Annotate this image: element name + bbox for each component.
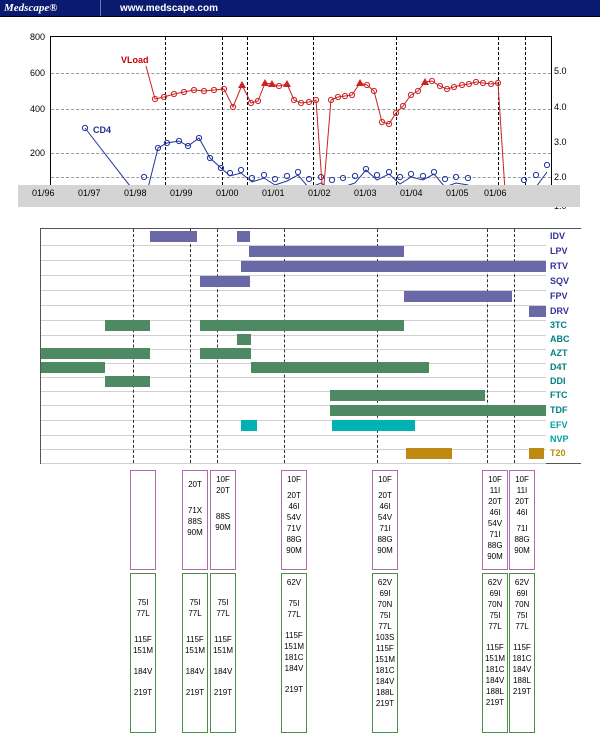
mutation: 62V xyxy=(487,578,503,587)
drug-bar-lpv xyxy=(249,246,404,257)
mutation: 20T xyxy=(488,497,502,506)
mutation: 69I xyxy=(516,589,528,598)
drug-bar-azt xyxy=(41,348,150,359)
mutation: 75I xyxy=(137,598,149,607)
genotype-marker-line xyxy=(217,229,218,463)
rt-mutations-box xyxy=(482,573,508,733)
right-axis-tick: 2.0 xyxy=(554,172,567,182)
mutation: 188L xyxy=(486,687,504,696)
mutation: 75I xyxy=(489,611,501,620)
mutation: 75I xyxy=(189,598,201,607)
x-tick-label: 01/02 xyxy=(308,188,331,198)
mutation: 46I xyxy=(489,508,501,517)
x-tick-label: 01/96 xyxy=(32,188,55,198)
x-tick-label: 01/05 xyxy=(446,188,469,198)
mutation: 75I xyxy=(379,611,391,620)
x-tick-label: 01/06 xyxy=(484,188,507,198)
mutation: 184V xyxy=(284,664,304,673)
mutation: 71I xyxy=(379,524,391,533)
mutation: 90M xyxy=(286,546,302,555)
x-tick-label: 01/98 xyxy=(124,188,147,198)
drug-label-idv: IDV xyxy=(550,231,566,241)
mutation: 115F xyxy=(513,643,531,652)
left-axis-tick: 600 xyxy=(29,68,45,78)
right-axis xyxy=(552,36,580,184)
drug-label-drv: DRV xyxy=(550,306,569,316)
left-axis-tick: 200 xyxy=(29,148,45,158)
mutation: 219T xyxy=(485,698,505,707)
mutation: 181C xyxy=(512,654,532,663)
mutation: 70N xyxy=(377,600,393,609)
x-tick-label: 01/97 xyxy=(78,188,101,198)
drug-bar-efv xyxy=(241,420,257,431)
mutation: 115F xyxy=(214,635,232,644)
mutation: 88S xyxy=(187,517,203,526)
mutation: 77L xyxy=(488,622,502,631)
mutation: 115F xyxy=(376,644,394,653)
mutation: 71V xyxy=(286,524,302,533)
mutation: 77L xyxy=(515,622,529,631)
drug-label-sqv: SQV xyxy=(550,276,570,286)
mutation: 77L xyxy=(136,609,150,618)
mutation: 88G xyxy=(514,535,530,544)
mutation: 77L xyxy=(287,610,301,619)
treatment-timeline xyxy=(40,228,581,464)
rt-mutations-box xyxy=(281,573,307,733)
drug-label-lpv: LPV xyxy=(550,246,568,256)
mutation: 10F xyxy=(488,475,502,484)
mutation: 103S xyxy=(375,633,395,642)
drug-label-efv: EFV xyxy=(550,420,568,430)
drug-bar-3tc xyxy=(105,320,150,331)
mutation: 115F xyxy=(486,643,504,652)
drug-label-3tc: 3TC xyxy=(550,320,568,330)
left-axis xyxy=(18,32,48,184)
mutation: 219T xyxy=(185,688,205,697)
left-axis-tick: 800 xyxy=(29,32,45,42)
drug-label-tdf: TDF xyxy=(550,405,568,415)
drug-bar-t20 xyxy=(529,448,544,459)
mutation: 88G xyxy=(286,535,302,544)
mutation: 151M xyxy=(132,646,153,655)
mutation: 71X xyxy=(187,506,203,515)
protease-mutations-box xyxy=(281,470,307,570)
mutation: 20T xyxy=(515,497,529,506)
mutation: 54V xyxy=(487,519,503,528)
drug-bar-t20 xyxy=(406,448,452,459)
header-divider xyxy=(100,0,101,16)
x-tick-label: 01/04 xyxy=(400,188,423,198)
mutation: 62V xyxy=(286,578,302,587)
mutation: 151M xyxy=(374,655,395,664)
mutation: 188L xyxy=(513,676,531,685)
cd4-annotation: CD4 xyxy=(93,125,112,135)
x-tick-label: 01/01 xyxy=(262,188,285,198)
drug-bar-3tc xyxy=(200,320,404,331)
mutation: 88G xyxy=(487,541,503,550)
mutation: 184V xyxy=(133,667,153,676)
drug-bar-idv xyxy=(150,231,197,242)
mutation: 188L xyxy=(376,688,394,697)
x-tick-label: 01/00 xyxy=(216,188,239,198)
drug-name-column xyxy=(550,229,581,463)
drug-label-ddi: DDI xyxy=(550,376,566,386)
protease-mutations-box xyxy=(509,470,535,570)
genotype-marker-line xyxy=(190,229,191,463)
x-tick-label: 01/99 xyxy=(170,188,193,198)
drug-label-rtv: RTV xyxy=(550,261,568,271)
drug-label-ftc: FTC xyxy=(550,390,568,400)
drug-label-nvp: NVP xyxy=(550,434,569,444)
mutation: 151M xyxy=(283,642,304,651)
mutation: 88G xyxy=(377,535,393,544)
drug-bar-ddi xyxy=(105,376,150,387)
mutation: 54V xyxy=(286,513,302,522)
mutation: 151M xyxy=(484,654,505,663)
drug-label-d4t: D4T xyxy=(550,362,568,372)
drug-bar-d4t xyxy=(41,362,105,373)
mutation: 20T xyxy=(287,491,301,500)
brand-logo: Medscape® xyxy=(4,2,58,14)
mutation: 71I xyxy=(516,524,528,533)
mutation: 115F xyxy=(134,635,152,644)
mutation: 88S xyxy=(215,512,231,521)
mutation: 90M xyxy=(215,523,231,532)
mutation: 151M xyxy=(184,646,205,655)
cd4-viral-load-chart xyxy=(18,32,580,222)
mutation: 46I xyxy=(379,502,391,511)
protease-mutations-box xyxy=(182,470,208,570)
genotype-marker-line xyxy=(133,229,134,463)
mutation: 10F xyxy=(216,475,230,484)
mutation: 69I xyxy=(379,589,391,598)
mutation: 20T xyxy=(188,480,202,489)
mutation: 46I xyxy=(516,508,528,517)
rt-mutations-box xyxy=(182,573,208,733)
drug-bar-sqv xyxy=(200,276,250,287)
mutation: 46I xyxy=(288,502,300,511)
drug-label-abc: ABC xyxy=(550,334,570,344)
drug-bar-drv xyxy=(529,306,546,317)
drug-label-azt: AZT xyxy=(550,348,568,358)
mutation: 90M xyxy=(514,546,530,555)
mutation: 184V xyxy=(512,665,532,674)
drug-bar-ftc xyxy=(330,390,485,401)
mutation: 20T xyxy=(216,486,230,495)
mutation: 54V xyxy=(377,513,393,522)
drug-bar-fpv xyxy=(404,291,512,302)
left-axis-tick: 400 xyxy=(29,104,45,114)
mutation: 62V xyxy=(377,578,393,587)
mutation: 77L xyxy=(216,609,230,618)
mutation: 115F xyxy=(285,631,303,640)
header-url: www.medscape.com xyxy=(120,3,218,14)
mutation: 75I xyxy=(217,598,229,607)
drug-bar-abc xyxy=(237,334,251,345)
right-axis-tick: 3.0 xyxy=(554,137,567,147)
mutation: 90M xyxy=(377,546,393,555)
mutation: 62V xyxy=(514,578,530,587)
mutation: 184V xyxy=(213,667,233,676)
drug-bar-tdf xyxy=(330,405,546,416)
drug-bar-d4t xyxy=(251,362,429,373)
vload-annotation: VLoad xyxy=(121,55,149,65)
protease-mutations-box xyxy=(130,470,156,570)
mutation: 10F xyxy=(287,475,301,484)
rt-mutations-box xyxy=(130,573,156,733)
mutation: 70N xyxy=(514,600,530,609)
drug-label-t20: T20 xyxy=(550,448,566,458)
mutation: 219T xyxy=(133,688,153,697)
drug-bar-efv xyxy=(332,420,415,431)
mutation: 184V xyxy=(375,677,395,686)
rt-mutations-box xyxy=(509,573,535,733)
mutation: 184V xyxy=(485,676,505,685)
mutation: 151M xyxy=(212,646,233,655)
mutation: 115F xyxy=(186,635,204,644)
mutation: 11I xyxy=(489,486,501,495)
timeline-row xyxy=(41,447,546,464)
protease-mutations-box xyxy=(482,470,508,570)
mutation: 11I xyxy=(516,486,528,495)
site-header xyxy=(0,0,600,17)
x-tick-label: 01/03 xyxy=(354,188,377,198)
mutation: 219T xyxy=(512,687,532,696)
mutation: 69I xyxy=(489,589,501,598)
drug-label-fpv: FPV xyxy=(550,291,568,301)
mutation: 75I xyxy=(288,599,300,608)
timeline-grid xyxy=(41,229,546,463)
mutation: 219T xyxy=(284,685,304,694)
mutation: 181C xyxy=(485,665,505,674)
rt-mutations-box xyxy=(372,573,398,733)
mutation: 77L xyxy=(378,622,392,631)
mutation: 77L xyxy=(188,609,202,618)
protease-mutations-box xyxy=(372,470,398,570)
mutation: 90M xyxy=(487,552,503,561)
mutation: 181C xyxy=(284,653,304,662)
right-axis-tick: 5.0 xyxy=(554,66,567,76)
mutation: 181C xyxy=(375,666,395,675)
drug-bar-azt xyxy=(200,348,251,359)
drug-bar-idv xyxy=(237,231,250,242)
rt-mutations-box xyxy=(210,573,236,733)
mutation: 70N xyxy=(487,600,503,609)
plot-area xyxy=(50,36,552,186)
right-axis-tick: 4.0 xyxy=(554,102,567,112)
mutation: 10F xyxy=(515,475,529,484)
mutation: 219T xyxy=(213,688,233,697)
mutation: 20T xyxy=(378,491,392,500)
mutation: 90M xyxy=(187,528,203,537)
mutation: 71I xyxy=(489,530,501,539)
mutation: 219T xyxy=(375,699,395,708)
protease-mutations-box xyxy=(210,470,236,570)
drug-bar-rtv xyxy=(241,261,546,272)
mutation: 10F xyxy=(378,475,392,484)
mutation: 184V xyxy=(185,667,205,676)
mutation: 75I xyxy=(516,611,528,620)
